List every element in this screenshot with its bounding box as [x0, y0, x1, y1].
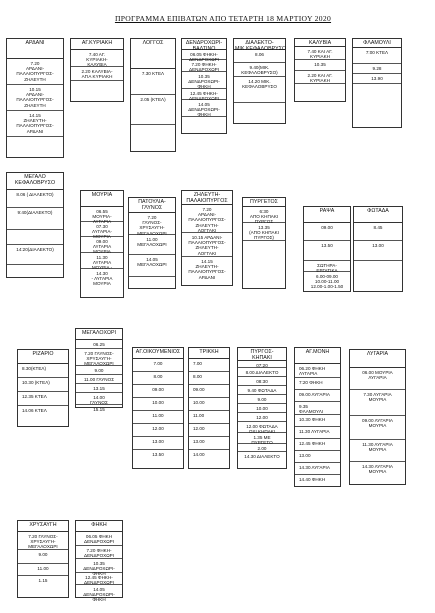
- route-header: ΛΟΓΓΟΣ: [131, 39, 175, 69]
- schedule-cell: 10.35 ΔΕΝΔΡΟΧΩΡΙ- ΦΗΚΗ: [182, 72, 226, 89]
- route-header: ΑΓ.ΟΙΚΟΥΜΕΝΙΟΣ: [133, 348, 183, 359]
- schedule-cell: 13.90: [353, 74, 401, 84]
- schedule-cell: [182, 117, 226, 133]
- route-table-flamouli: [352, 38, 402, 128]
- schedule-cell: 7.30 ΚΤΕΛ: [131, 69, 175, 95]
- route-table-fiki: [75, 520, 123, 603]
- schedule-cell: 7.40 ΑΓ. ΚΥΡΙΑΚΗ- ΚΑΛΥΒΙΑ: [71, 50, 123, 67]
- schedule-cell: 1.35 ΜΕ ΠΥΡΓΕΤΟ: [238, 433, 286, 444]
- route-table-kalyvia: [294, 38, 346, 102]
- schedule-cell: 7.00: [189, 359, 229, 372]
- schedule-cell: 14.30 ΛΥΓΑΡΙΑ: [295, 463, 340, 475]
- schedule-cell: 9.40(ΜΙΚ. ΚΕΦΑΛΟΒΡΥΣΟ): [234, 63, 285, 77]
- route-header: ΔΙΑΛΕΚΤΟ- ΜΙΚ.ΚΕΦΑΛΟΒΡΥΣΟ: [235, 40, 287, 52]
- schedule-cell: [295, 84, 345, 102]
- route-table-ardani: [6, 38, 64, 158]
- schedule-cell: 2.20 ΚΑΙ ΑΓ. ΚΥΡΙΑΚΗ: [295, 71, 345, 84]
- schedule-cell: 15.15: [93, 407, 105, 412]
- route-table-pyrgetos: [242, 197, 286, 289]
- schedule-cell: 09.00: [304, 223, 350, 241]
- schedule-cell: 06.20 ΦΗΚΗ ΛΥΓΑΡΙΑ: [295, 364, 340, 378]
- schedule-cell: 14.05 ΜΕΓΑΛΟΧΩΡΙ: [129, 255, 175, 277]
- schedule-cell: 09.00 ΛΥΓΑΡΙΑ ΜΟΥΡΙΑ: [81, 237, 123, 253]
- schedule-cell: 9.00: [76, 366, 122, 375]
- page-title: ΠΡΟΓΡΑΜΜΑ ΕΠΙΒΑΤΩΝ ΑΠΟ ΤΕΤΑΡΤΗ 18 ΜΑΡΤΙΟΥ 2020: [114, 14, 332, 23]
- schedule-cell: 13.00: [354, 241, 402, 261]
- schedule-cell: 11.00: [189, 411, 229, 424]
- schedule-cell: 14.00 ΓΛΥΝΟΣ: [76, 393, 122, 405]
- route-header: ΜΟΥΡΙΑ: [81, 191, 123, 207]
- schedule-cell: [243, 241, 285, 287]
- route-header: ΜΕΓΑΛΟΧΩΡΙ: [76, 329, 122, 340]
- schedule-cell: 10.00: [238, 404, 286, 413]
- schedule-cell: 10.30 (ΚΤΕΛ): [18, 378, 68, 392]
- schedule-cell: 7.20 ΓΛΥΝΟΣ- ΧΡΥΣΑΥΓΗ- ΜΕΓΑΛΟΧΩΡΙ: [18, 532, 68, 550]
- route-header: ΦΛΑΜΟΥΛΙ: [353, 39, 401, 48]
- route-table-rizario: [17, 349, 69, 427]
- schedule-cell: 07:20: [238, 361, 286, 368]
- schedule-cell: ΣΩΤΗΡΑ- ΕΡΓΑΤΙΚΑ: [304, 261, 350, 272]
- schedule-cell: 6.00-09.00 10.00-11.00 12.00-1.00-1.50: [310, 274, 344, 290]
- schedule-cell: 7:20 ΦΗΚΗ: [295, 378, 340, 390]
- schedule-cell: 14.20 ΜΙΚ. ΚΕΦΑΛΟΒΡΥΣΟ: [234, 77, 285, 103]
- schedule-cell: [129, 277, 175, 290]
- route-table-loggos: [130, 38, 176, 152]
- schedule-cell: 2.00: [238, 444, 286, 452]
- route-header: ΚΑΛΥΒΙΑ: [295, 39, 345, 47]
- schedule-cell: 1.15: [38, 578, 48, 583]
- schedule-cell: 14.06 ΚΤΕΛ: [22, 408, 47, 413]
- route-header: ΠΑΤΟΥΛΙΑ- ΓΛΥΝΟΣ: [129, 198, 175, 213]
- route-header: ΖΗΛΕΥΤΗ- ΠΑΛΑΙΟΠΥΡΓΟΣ: [182, 191, 232, 205]
- schedule-cell: 2.20 ΚΑΛΥΒΙΑ- ΑΓΙΑ ΚΥΡΙΑΚΗ: [71, 67, 123, 81]
- route-table-mouria: [80, 190, 124, 298]
- schedule-cell: 06.05 ΦΗΚΗ ΔΕΝΔΡΟΧΩΡΙ: [76, 532, 122, 546]
- schedule-cell: 8.06: [234, 50, 285, 63]
- schedule-cell: 13.00: [295, 451, 340, 463]
- schedule-cell: [7, 137, 63, 159]
- schedule-cell: [353, 84, 401, 128]
- schedule-cell: 12.45 ΦΗΚΗ: [295, 439, 340, 451]
- schedule-cell: 13.15: [76, 384, 122, 393]
- schedule-cell: 7.00: [133, 359, 183, 372]
- schedule-cell: 9.28: [353, 64, 401, 74]
- schedule-cell: 09.00 ΛΥΓΑΡΙΑ: [295, 390, 340, 402]
- schedule-cell: 11.30 ΛΥΓΑΡΙΑ ΜΟΥΡΙΑ: [350, 440, 405, 462]
- schedule-cell: 14.30 ΔΙΑΛΕΚΤΟ: [244, 454, 280, 459]
- schedule-cell: 8.30(ΚΤΕΛ): [18, 364, 68, 378]
- route-table-fotada: [353, 206, 403, 292]
- schedule-cell: 08:30: [238, 377, 286, 386]
- schedule-cell: [131, 125, 175, 153]
- schedule-cell: 6:30 ΑΠΟ ΚΗΠΑΚΙ ΠΥΡΓΟΣ: [243, 207, 285, 223]
- schedule-cell: 12.00: [238, 413, 286, 422]
- schedule-cell: 7.20 ΑΡΔΑΝΙ- ΠΑΛΑΙΟΠΥΡΓΟΣ- ΖΗΛΕΥΤΗ: [7, 59, 63, 85]
- route-header: ΦΗΚΗ: [76, 521, 122, 532]
- schedule-cell: [7, 230, 63, 245]
- schedule-cell: 11.30 ΛΥΓΑΡΙΑ: [295, 427, 340, 439]
- schedule-cell: 8.00: [189, 372, 229, 385]
- schedule-cell: 12.00: [133, 424, 183, 437]
- route-table-trikki: [188, 347, 230, 469]
- schedule-cell: 10.35: [295, 60, 345, 71]
- schedule-cell: 8.06 ( ΔΙΑΛΕΚΤΟ): [7, 190, 63, 208]
- schedule-cell: 12.00 ΦΩΤΑΔΑ ΟΧΙ ΚΗΠΑΚΙ: [238, 422, 286, 433]
- schedule-cell: 10.35 ΔΕΝΔΡΟΧΩΡΙ- ΦΗΚΗ: [76, 559, 122, 573]
- schedule-cell: 07.30 ΛΥΓΑΡΙΑ- ΜΟΥΡΙΑ: [81, 222, 123, 237]
- route-table-dialekto: [233, 38, 286, 124]
- schedule-cell: 14:20(ΔΙΑΛΕΚΤΟ): [7, 245, 63, 265]
- schedule-cell: 13.50: [304, 241, 350, 261]
- schedule-cell: 10.15 ΑΡΔΑΝΙ- ΠΑΛΑΙΟΠΥΡΓΟΣ- ΖΗΛΕΥΤΗ- ΛΟΓΓΑΚΙ: [182, 233, 232, 257]
- schedule-cell: 11.00 ΜΕΓΑΛΟΧΩΡΙ: [129, 235, 175, 255]
- schedule-cell: 14.15 ΖΗΛΕΥΤΗ- ΠΑΛΑΙΟΠΥΡΓΟΣ- ΑΡΔΑΝΙ: [7, 111, 63, 137]
- schedule-cell: 14.30 ΛΥΓΑΡΙΑ ΜΟΥΡΙΑ: [362, 464, 393, 475]
- schedule-cell: [7, 265, 63, 277]
- route-header: ΑΡΔΑΝΙ: [7, 39, 63, 59]
- schedule-cell: 10.00: [133, 398, 183, 411]
- schedule-cell: 9.00: [238, 395, 286, 404]
- route-header: ΡΙΖΑΡΙΟ: [18, 350, 68, 364]
- schedule-cell: 14.15 ΖΗΛΕΥΤΗ- ΠΑΛΑΙΟΠΥΡΓΟΣ- ΑΡΔΑΝΙ: [188, 259, 226, 280]
- route-header: ΜΕΓΑΛΟ ΚΕΦΑΛΟΒΡΥΣΟ: [7, 173, 63, 190]
- schedule-cell: 11.00 ΓΛΥΝΟΣ: [76, 375, 122, 384]
- route-table-megaloxori: [75, 328, 123, 412]
- schedule-cell: 2.05 (ΚΤΕΛ): [131, 95, 175, 125]
- schedule-cell: 7.20 ΦΗΚΗ- ΔΕΝΔΡΟΧΩΡΙ: [182, 60, 226, 72]
- schedule-cell: 13.00: [133, 437, 183, 450]
- route-table-megalo-kef: [6, 172, 64, 278]
- schedule-cell: 7.20 ΦΗΚΗ- ΔΕΝΔΡΟΧΩΡΙ: [76, 546, 122, 559]
- schedule-cell: 7.20 ΑΡΔΑΝΙ- ΠΑΛΑΙΟΠΥΡΓΟΣ- ΖΗΛΕΥΤΗ- ΛΟΓΓΑΚΙ: [182, 205, 232, 233]
- schedule-cell: 7.20 ΓΛΥΝΟΣ- ΧΡΥΣΑΥΓΗ- ΜΕΓΑΛΟΧΩΡΙ: [76, 349, 122, 366]
- schedule-cell: 9:40(ΔΙΑΛΕΚΤΟ): [7, 208, 63, 230]
- schedule-cell: 13.00: [189, 437, 229, 450]
- schedule-cell: 06.05 ΦΗΚΗ- ΔΕΝΔΡΟΧΩΡΙ: [182, 50, 226, 60]
- route-table-ag-oikoumenios: [132, 347, 184, 469]
- schedule-cell: [354, 261, 402, 293]
- schedule-cell: 14.30 - ΛΥΓΑΡΙΑ ΜΟΥΡΙΑ: [91, 271, 113, 287]
- schedule-cell: 13.50: [152, 452, 164, 457]
- route-table-chrysaygi: [17, 520, 69, 598]
- route-header: ΔΕΝΔΡΟΧΩΡΙ- ΒΑΛΤΙΝΟ: [182, 39, 226, 50]
- route-header: ΡΑΨΑ: [304, 207, 350, 223]
- schedule-cell: 8.00: [133, 372, 183, 385]
- schedule-cell: 06.00 ΜΟΥΡΙΑ ΛΥΓΑΡΙΑ: [350, 368, 405, 390]
- route-table-pyrgos-kipaki: [237, 347, 287, 469]
- route-header: ΑΓ.ΚΥΡΙΑΚΗ: [71, 39, 123, 50]
- schedule-cell: 7.40 ΚΑΙ ΑΓ. ΚΥΡΙΑΚΗ: [295, 47, 345, 60]
- schedule-cell: 7.30 ΛΥΓΑΡΙΑ ΜΟΥΡΙΑ: [350, 390, 405, 416]
- route-header: ΠΥΡΓΕΤΟΣ: [243, 198, 285, 207]
- route-header: ΠΥΡΓΟΣ- ΚΗΠΑΚΙ: [238, 348, 286, 361]
- schedule-cell: 10.15 ΑΡΔΑΝΙ- ΠΑΛΑΙΟΠΥΡΓΟΣ- ΖΗΛΕΥΤΗ: [7, 85, 63, 111]
- schedule-cell: 9.00: [18, 550, 68, 564]
- schedule-cell: 11.30 ΛΥΓΑΡΙΑ ΜΟΥΡΙΑ -: [81, 253, 123, 269]
- route-table-zileyti: [181, 190, 233, 286]
- schedule-cell: 09.00 ΛΥΓΑΡΙΑ ΜΟΥΡΙΑ: [350, 416, 405, 440]
- route-table-ag-kyriaki: [70, 38, 124, 102]
- schedule-cell: 13.35 (ΑΠΟ ΚΗΠΑΚΙ ΠΥΡΓΟΣ): [243, 223, 285, 241]
- schedule-cell: 11.00: [18, 564, 68, 576]
- schedule-cell: 12.45 ΦΗΚΗ- ΔΕΝΔΡΟΧΩΡΙ: [76, 573, 122, 585]
- route-table-rapsa: [303, 206, 351, 292]
- schedule-cell: 8.00 ΔΙΑΛΕΚΤΟ: [238, 368, 286, 377]
- route-header: ΤΡΙΚΚΗ: [189, 348, 229, 359]
- route-header: ΧΡΥΣΑΥΓΗ: [18, 521, 68, 532]
- schedule-cell: 12.35 ΚΤΕΛ: [18, 392, 68, 406]
- schedule-cell: 06.55 ΜΟΥΡΙΑ- ΛΥΓΑΡΙΑ: [81, 207, 123, 222]
- schedule-cell: 14.40 ΦΗΚΗ: [299, 477, 326, 482]
- schedule-cell: 9.40 ΦΩΤΑΔΑ: [238, 386, 286, 395]
- schedule-cell: [71, 81, 123, 103]
- route-header: ΦΩΤΑΔΑ: [354, 207, 402, 223]
- schedule-cell: 14.00: [193, 452, 205, 457]
- schedule-cell: 10.00: [189, 398, 229, 411]
- route-table-patoulia: [128, 197, 176, 289]
- schedule-cell: 9.35 ΦΛΑΜΟΥΛΙ: [295, 402, 340, 415]
- schedule-cell: 09.00: [133, 385, 183, 398]
- schedule-cell: 06.25: [76, 340, 122, 349]
- schedule-cell: 8.45: [354, 223, 402, 241]
- route-table-ag-moni: [294, 347, 341, 487]
- route-table-lygaria: [349, 349, 406, 485]
- schedule-cell: 09.00: [189, 385, 229, 398]
- route-header: ΑΓ.ΜΟΝΗ: [295, 348, 340, 364]
- route-table-dendroxori: [181, 38, 227, 134]
- schedule-cell: 14.05 ΔΕΝΔΡΟΧΩΡΙ- ΦΗΚΗ: [182, 100, 226, 117]
- schedule-cell: 10.30 ΦΗΚΗ: [295, 415, 340, 427]
- schedule-cell: [234, 103, 285, 124]
- schedule-cell: 7.20 ΓΛΥΝΟΣ- ΧΡΥΣΑΥΓΗ- ΜΕΓΑΛΟΧΩΡΙ: [129, 213, 175, 235]
- schedule-cell: 11.00: [133, 411, 183, 424]
- schedule-cell: 12.00: [189, 424, 229, 437]
- schedule-cell: 12.45 ΦΗΚΗ- ΔΕΝΔΡΟΧΩΡΙ: [182, 89, 226, 100]
- schedule-cell: 7:00 ΚΤΕΛ: [353, 48, 401, 64]
- schedule-cell: 14.05 ΔΕΝΔΡΟΧΩΡΙ- ΦΗΚΗ: [83, 587, 115, 603]
- route-header: ΛΥΓΑΡΙΑ: [350, 350, 405, 368]
